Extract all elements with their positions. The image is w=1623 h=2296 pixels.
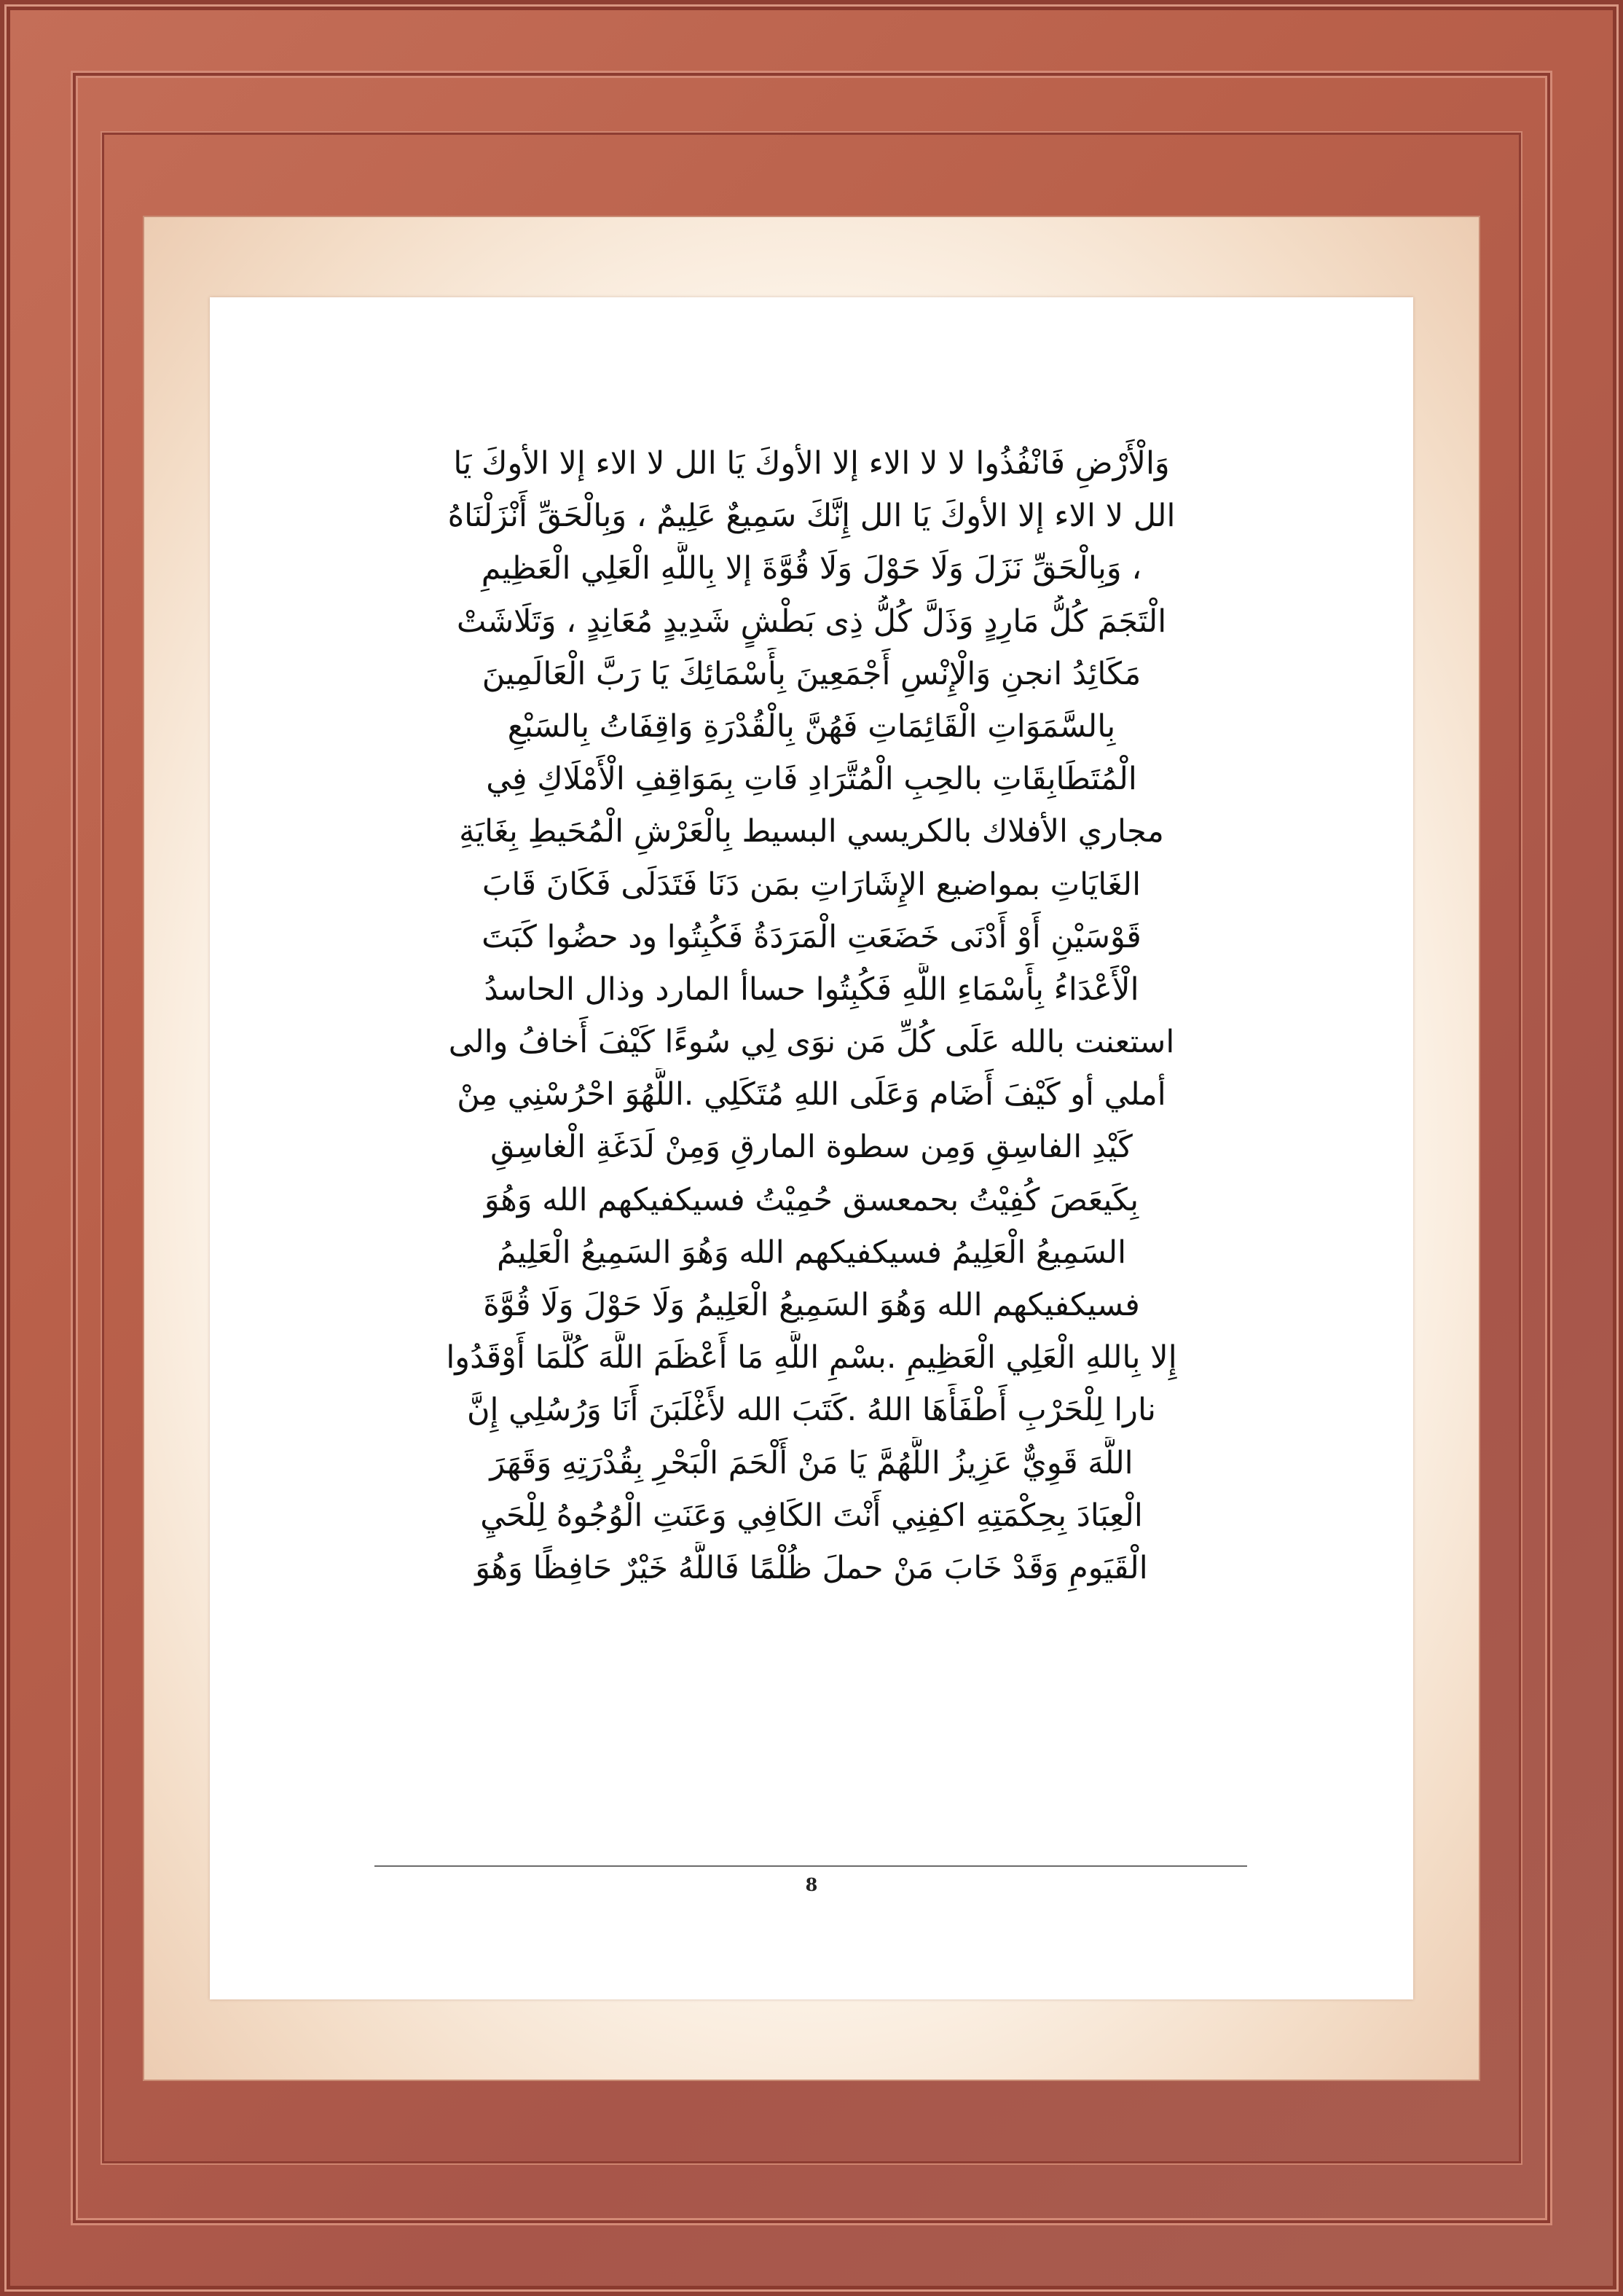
text-line: اللَّهَ قَوِيٌّ عَزِيزُ اللَّهُمَّ يَا مَنْ أَلْحَمَ الْبَحْرِ بِقُدْرَتِهِ وَقَهَرَ bbox=[490, 1444, 1133, 1481]
text-line: مجاري الأفلاك بالكريسي البسيط بِالْعَرْشِ الْمُحَيطِ بِغَايَةِ bbox=[459, 813, 1164, 850]
text-line: الْمُتَطَابِقَاتِ بالحِبِ الْمُتَّرَادِ فَاتِ بِمَوَاقِفِ الْأَمْلَاكِ فِي bbox=[486, 761, 1137, 798]
text-line: بِالسَّمَوَاتِ الْقَائِمَاتِ فَهُنَّ بِالْقُدْرَةِ وَاقِفَاتُ بِالسَبْعِ bbox=[507, 708, 1116, 745]
arabic-text-block bbox=[355, 437, 1268, 1594]
text-line: مَكَائِدُ انجنِ وَالْإِنْسِ أَجْمَعِينَ بِأَسْمَائِكَ يَا رَبَّ الْعَالَمِينَ bbox=[482, 655, 1141, 692]
text-line: كَيْدِ الفاسِقِ وَمِن سطوة المارقِ وَمِنْ لَدَغَةِ الْغاسِقِ bbox=[490, 1129, 1133, 1166]
document-page bbox=[210, 297, 1413, 1999]
footer-rule bbox=[374, 1865, 1247, 1867]
text-line: إِلا بِاللهِ الْعَلِي الْعَظِيمِ .بسْمِ اللَّهِ مَا أَعْظَمَ اللَّهَ كُلَّمَا أَوْقَدُوا bbox=[446, 1339, 1177, 1376]
text-line: الغَايَاتِ بمواضيع الإِشَارَاتِ بمَن دَنَا فَتَدَلَى فَكَانَ قَابَ bbox=[482, 866, 1141, 903]
text-line: استعنت بالله عَلَى كُلِّ مَن نوَى لِي سُوءًا كَيْفَ أَخافُ والى bbox=[448, 1024, 1175, 1061]
text-line: قَوْسَيْنِ أَوْ أَدْنَى خَضَعَتِ الْمَرَدَةُ فَكُبِتُوا ود حضُوا كَبَتَ bbox=[482, 918, 1141, 955]
text-line: فسيكفيكهم الله وَهُوَ السَمِيعُ الْعَلِيمُ وَلَا حَوْلَ وَلَا قُوَّةَ bbox=[483, 1287, 1140, 1323]
text-line: ، وَبِالْحَقِّ نَزَلَ وَلَا حَوْلَ وَلَا قُوَّةَ إلا بِاللَّهِ الْعَلِي الْعَظِيمِ bbox=[481, 550, 1142, 587]
text-line: السَمِيعُ الْعَلِيمُ فسيكفيكهم الله وَهُوَ السَمِيعُ الْعَلِيمُ bbox=[496, 1234, 1127, 1271]
text-line: الْعِبَادَ بِحِكْمَتِهِ اكفِنِي أَنْتَ الكَافِي وَعَنَتِ الْوُجُوهُ لِلْحَيِ bbox=[480, 1497, 1143, 1534]
text-line: الْقَيَومِ وَقَدْ خَابَ مَنْ حملَ ظُلْمًا فَاللَّهُ خَيْرٌ حَافِظًا وَهُوَ bbox=[475, 1549, 1148, 1586]
text-line: وَالْأَرْضِ فَانْفُذُوا لا لا الاء إلا الأوكَ يَا الل لا الاء إلا الأوكَ يَا bbox=[453, 445, 1170, 482]
text-line: بِكَيعَصَ كُفِيْتُ بحمعسق حُمِيْتُ فسيكفيكهم الله وَهُوَ bbox=[484, 1181, 1139, 1218]
text-line: الْأَعْدَاءُ بِأَسْمَاءِ اللَّهِ فَكُبِتُوا حساأ المارد وذال الحاسدُ bbox=[484, 971, 1139, 1008]
text-line: نارا لِلْحَرْبِ أَطْفَأَهَا اللهُ .كَتَبَ الله لأَغْلَبَنَ أَنَا وَرُسُلِي إِنَّ bbox=[466, 1392, 1157, 1429]
text-line: الل لا الاء إلا الأوكَ يَا الل إِنَّكَ سَمِيعٌ عَلِيمٌ ، وَبِالْحَقِّ أَنْزَلْنَاهُ bbox=[447, 498, 1176, 535]
text-line: الْتَجَمَ كُلُّ مَارِدٍ وَذَلَّ كُلُّ ذِى بَطْشٍ شَدِيدٍ مُعَانِدٍ ، وَتَلَاشَتْ bbox=[456, 603, 1167, 640]
page-number: 8 bbox=[805, 1874, 818, 1895]
text-line: أملي أو كَيْفَ أَضَام وَعَلَى اللهِ مُتَكَلِي .اللَّهُوَ احْرُسْنِي مِنْ bbox=[457, 1076, 1166, 1113]
